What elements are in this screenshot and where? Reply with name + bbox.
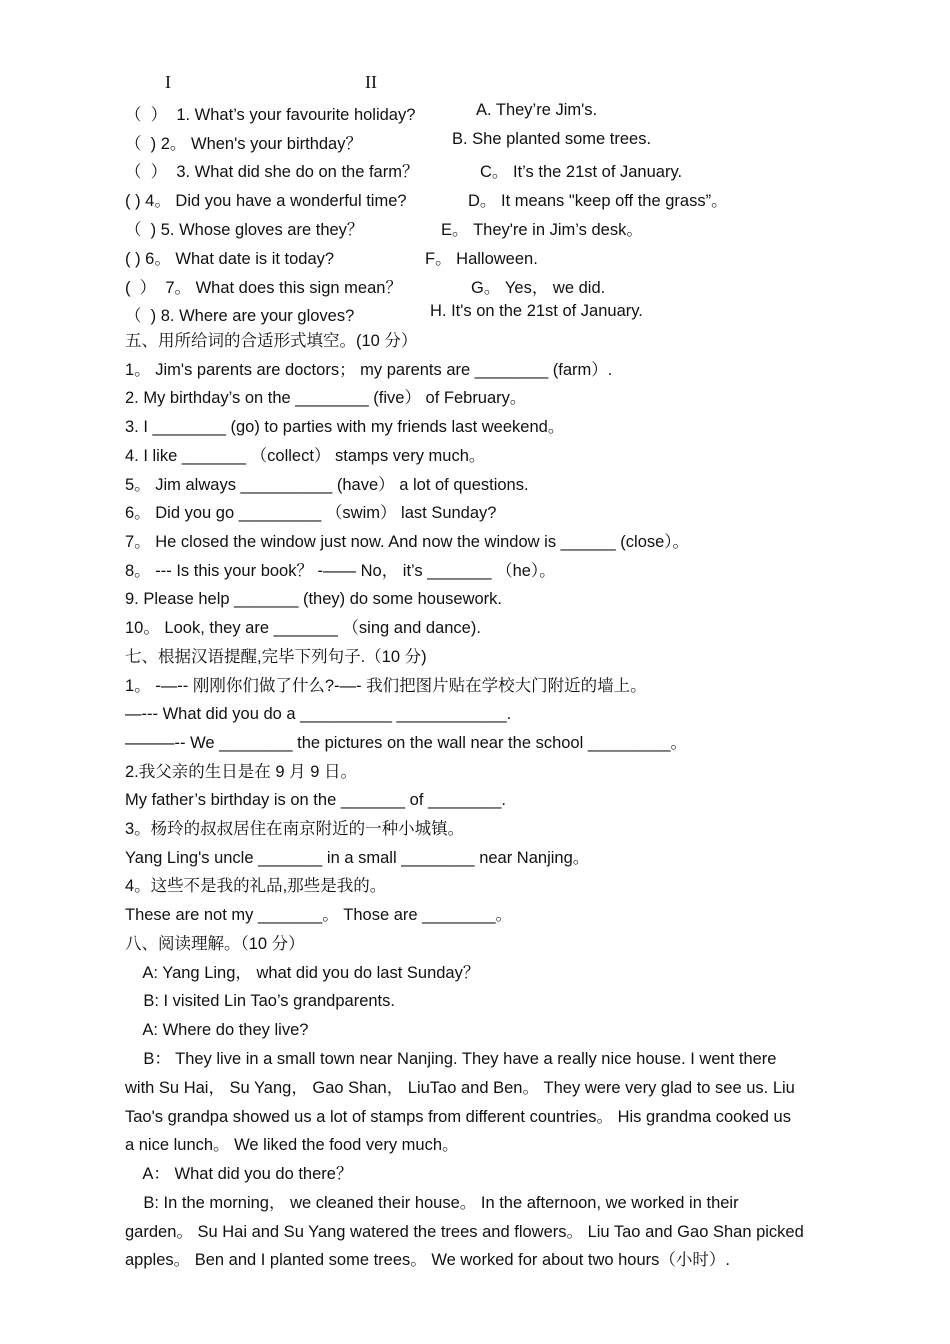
matching-question: （ ) 5. Whose gloves are they？ — [125, 221, 364, 239]
translation-line: Yang Ling's uncle _______ in a small ________ near Nanjing。 — [125, 849, 590, 867]
reading-line: garden。 Su Hai and Su Yang watered the trees and flowers。 Liu Tao and Gao Shan picked — [125, 1223, 804, 1241]
matching-question: （ ) 2。 When's your birthday？ — [125, 135, 362, 153]
matching-answer: G。 Yes， we did. — [471, 279, 606, 297]
section-7-title: 七、根据汉语提醒,完毕下列句子.（10 分) — [125, 648, 427, 666]
fill-in-item: 8。 --- Is this your book？ -—— No， it’s _______ （he）。 — [125, 562, 556, 580]
translation-line: 3。杨玲的叔叔居住在南京附近的一种小城镇。 — [125, 820, 465, 838]
reading-line: apples。 Ben and I planted some trees。 We worked for about two hours（小时）. — [125, 1251, 730, 1269]
column-header-left: I — [165, 72, 171, 92]
reading-line: B: In the morning， we cleaned their house。 In the afternoon, we worked in their — [125, 1194, 739, 1212]
matching-answer: E。 They're in Jim’s desk。 — [441, 221, 643, 239]
column-header-right: II — [365, 72, 377, 92]
fill-in-item: 5。 Jim always __________ (have） a lot of questions. — [125, 476, 529, 494]
fill-in-item: 3. I ________ (go) to parties with my friends last weekend。 — [125, 418, 565, 436]
reading-line: A: Where do they live? — [125, 1021, 309, 1039]
section-5-title: 五、用所给词的合适形式填空。(10 分） — [125, 332, 418, 350]
matching-question: ( ) 4。 Did you have a wonderful time? — [125, 192, 407, 210]
translation-line: My father’s birthday is on the _______ of ________. — [125, 791, 506, 809]
fill-in-item: 6。 Did you go _________ （swim） last Sunday? — [125, 504, 497, 522]
reading-line: Tao's grandpa showed us a lot of stamps from different countries。 His grandma cooked us — [125, 1108, 791, 1126]
fill-in-item: 2. My birthday’s on the ________ (five） of February。 — [125, 389, 527, 407]
translation-line: 1。 -—-- 刚刚你们做了什么?-—- 我们把图片贴在学校大门附近的墙上。 — [125, 677, 647, 695]
matching-answer: A. They’re Jim's. — [476, 101, 598, 119]
reading-line: B： They live in a small town near Nanjing. They have a really nice house. I went there — [125, 1050, 777, 1068]
matching-question: ( ) 6。 What date is it today? — [125, 250, 335, 268]
matching-answer: B. She planted some trees. — [452, 130, 652, 148]
fill-in-item: 10。 Look, they are _______ （sing and dance). — [125, 619, 481, 637]
reading-line: A: Yang Ling， what did you do last Sunday？ — [125, 964, 480, 982]
reading-line: A： What did you do there？ — [125, 1165, 353, 1183]
translation-line: ———-- We ________ the pictures on the wall near the school _________。 — [125, 734, 687, 752]
matching-answer: C。 It’s the 21st of January. — [480, 163, 683, 181]
translation-line: These are not my _______。 Those are ________。 — [125, 906, 513, 924]
matching-question: （ ） 3. What did she do on the farm？ — [125, 163, 419, 181]
matching-question: ( ） 7。 What does this sign mean？ — [125, 279, 402, 297]
translation-line: —--- What did you do a __________ ____________. — [125, 705, 512, 723]
matching-answer: H. It's on the 21st of January. — [430, 302, 643, 320]
translation-line: 4。这些不是我的礼品,那些是我的。 — [125, 877, 387, 895]
matching-question: （ ) 8. Where are your gloves? — [125, 307, 355, 325]
section-8-title: 八、阅读理解。（10 分） — [125, 935, 305, 953]
matching-answer: D。 It means "keep off the grass”。 — [468, 192, 728, 210]
translation-line: 2.我父亲的生日是在 9 月 9 日。 — [125, 763, 357, 781]
fill-in-item: 4. I like _______ （collect） stamps very much。 — [125, 447, 486, 465]
reading-line: B: I visited Lin Tao’s grandparents. — [125, 992, 395, 1010]
fill-in-item: 7。 He closed the window just now. And now the window is ______ (close）。 — [125, 533, 690, 551]
matching-question: （ ） 1. What’s your favourite holiday? — [125, 106, 416, 124]
fill-in-item: 1。 Jim's parents are doctors； my parents are ________ (farm）. — [125, 361, 613, 379]
reading-line: a nice lunch。 We liked the food very much。 — [125, 1136, 459, 1154]
reading-line: with Su Hai， Su Yang， Gao Shan， LiuTao and Ben。 They were very glad to see us. Liu — [125, 1079, 795, 1097]
fill-in-item: 9. Please help _______ (they) do some housework. — [125, 590, 502, 608]
matching-answer: F。 Halloween. — [425, 250, 538, 268]
